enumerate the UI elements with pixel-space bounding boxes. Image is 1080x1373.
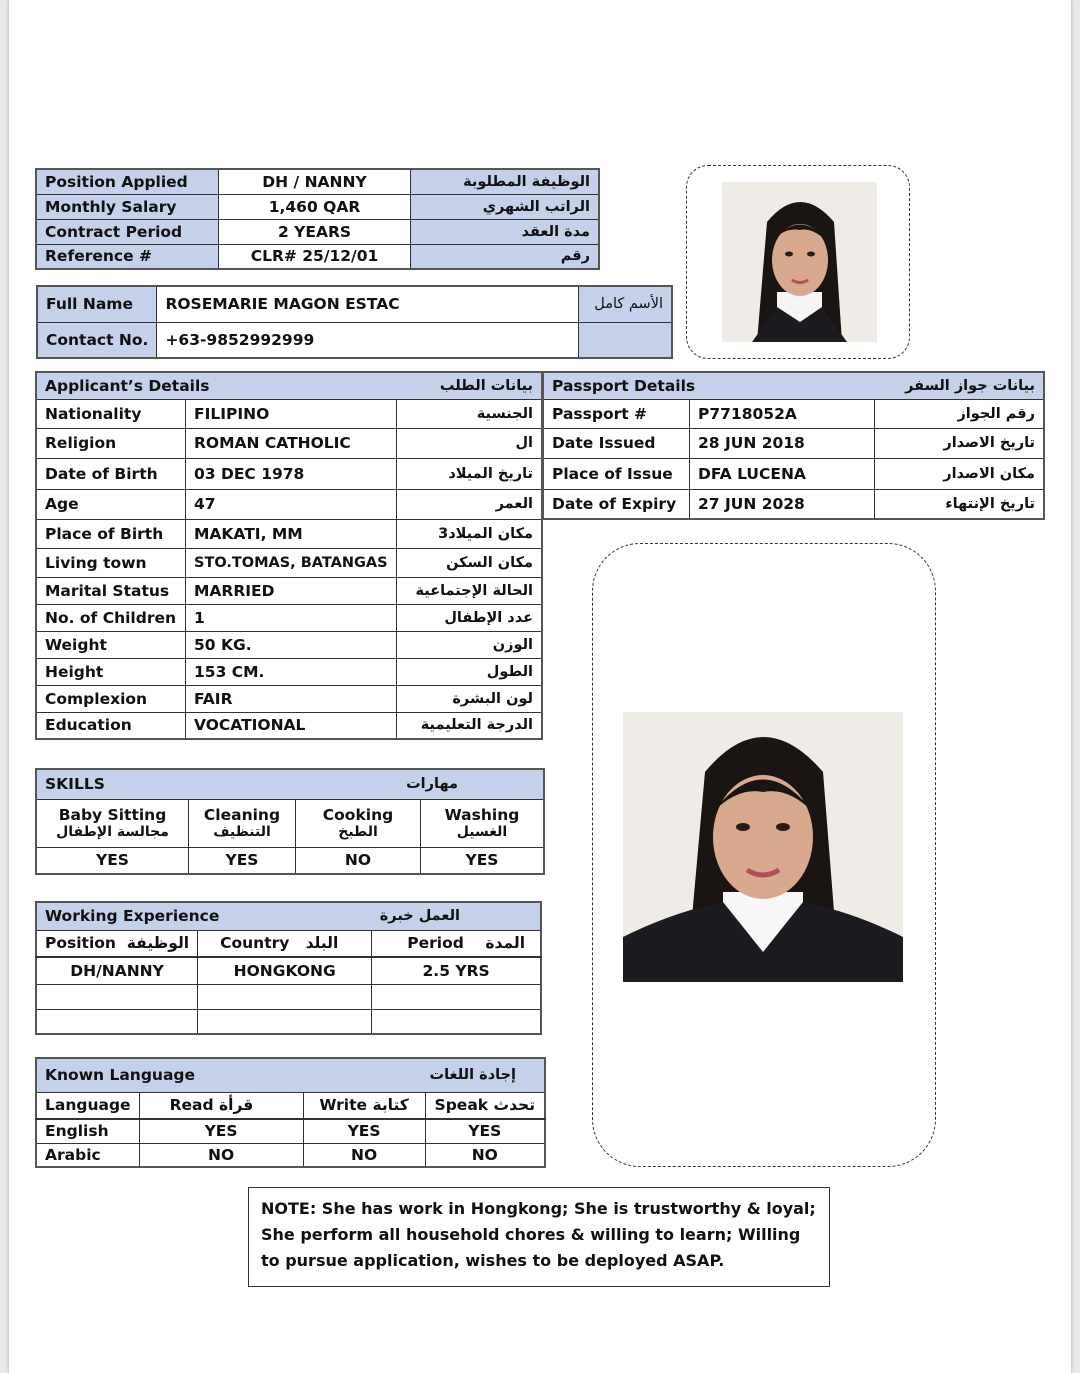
marital-status-value: MARRIED	[186, 577, 397, 604]
position-label: Position Applied	[36, 169, 219, 194]
place-issue-value: DFA LUCENA	[690, 458, 875, 489]
skills-title: SKILLS	[36, 769, 296, 799]
known-language-table	[35, 1057, 546, 1168]
exp-row-position: DH/NANNY	[36, 957, 198, 984]
applicant-title-ar: بيانات الطلب	[396, 372, 542, 399]
exp-empty-cell	[372, 984, 541, 1009]
exp-row-country: HONGKONG	[198, 957, 372, 984]
place-issue-ar: مكان الاصدار	[875, 458, 1045, 489]
reference-label: Reference #	[36, 244, 219, 269]
date-issued-ar: تاريخ الاصدار	[875, 428, 1045, 458]
pob-ar: مكان الميلاد3	[396, 519, 542, 548]
skill-cooking: Cooking الطبخ	[296, 799, 421, 847]
position-value: DH / NANNY	[219, 169, 411, 194]
skill-baby-sitting-value: YES	[36, 847, 189, 874]
living-town-ar: مكان السكن	[396, 548, 542, 577]
skill-washing: Washing الغسيل	[421, 799, 545, 847]
contract-label-ar: مدة العقد	[411, 219, 600, 244]
full-name-label: Full Name	[37, 286, 157, 322]
pob-label: Place of Birth	[36, 519, 186, 548]
complexion-ar: لون البشرة	[396, 685, 542, 712]
religion-value: ROMAN CATHOLIC	[186, 428, 397, 458]
skills-table	[35, 768, 545, 875]
weight-value: 50 KG.	[186, 631, 397, 658]
complexion-label: Complexion	[36, 685, 186, 712]
reference-value: CLR# 25/12/01	[219, 244, 411, 269]
dob-ar: تاريخ الميلاد	[396, 458, 542, 489]
date-expiry-label: Date of Expiry	[543, 489, 690, 519]
lang-arabic-speak: NO	[425, 1143, 545, 1167]
salary-label: Monthly Salary	[36, 194, 219, 219]
religion-label: Religion	[36, 428, 186, 458]
marital-status-ar: الحالة الإجتماعية	[396, 577, 542, 604]
passport-number-ar: رقم الجواز	[875, 399, 1045, 428]
religion-ar: ال	[396, 428, 542, 458]
lang-english: English	[36, 1119, 139, 1143]
skill-cleaning: Cleaning التنظيف	[189, 799, 296, 847]
lang-english-write: YES	[303, 1119, 425, 1143]
exp-row-period: 2.5 YRS	[372, 957, 541, 984]
position-label-ar: الوظيفة المطلوبة	[411, 169, 600, 194]
salary-label-ar: الراتب الشهري	[411, 194, 600, 219]
lang-arabic-write: NO	[303, 1143, 425, 1167]
contact-value: +63-9852992999	[157, 322, 579, 358]
exp-header-country: Country البلد	[198, 930, 372, 957]
lang-english-read: YES	[139, 1119, 303, 1143]
dob-label: Date of Birth	[36, 458, 186, 489]
skill-cleaning-value: YES	[189, 847, 296, 874]
exp-header-period: Period المدة	[372, 930, 541, 957]
education-label: Education	[36, 712, 186, 739]
position-info-table	[35, 168, 600, 270]
lang-english-speak: YES	[425, 1119, 545, 1143]
place-issue-label: Place of Issue	[543, 458, 690, 489]
date-issued-value: 28 JUN 2018	[690, 428, 875, 458]
height-ar: الطول	[396, 658, 542, 685]
nationality-label: Nationality	[36, 399, 186, 428]
applicant-details-table	[35, 371, 543, 740]
age-label: Age	[36, 489, 186, 519]
applicant-photo-large	[623, 712, 903, 982]
date-issued-label: Date Issued	[543, 428, 690, 458]
exp-empty-cell	[198, 984, 372, 1009]
name-contact-table	[36, 285, 673, 359]
living-town-label: Living town	[36, 548, 186, 577]
language-title: Known Language	[36, 1058, 303, 1092]
weight-ar: الوزن	[396, 631, 542, 658]
contact-label: Contact No.	[37, 322, 157, 358]
experience-title-ar: العمل خبرة	[372, 902, 541, 930]
lang-arabic: Arabic	[36, 1143, 139, 1167]
note-box: NOTE: She has work in Hongkong; She is trustworthy & loyal; She perform all household chores & willing to learn; Willing to pursue application, wishes to be deployed ASAP.	[248, 1187, 830, 1287]
contact-empty-cell	[579, 322, 672, 358]
skill-cooking-value: NO	[296, 847, 421, 874]
living-town-value: STO.TOMAS, BATANGAS	[186, 548, 397, 577]
exp-empty-cell	[36, 1009, 198, 1034]
lang-header-speak: Speak تحدث	[425, 1092, 545, 1119]
passport-details-table	[542, 371, 1045, 520]
nationality-ar: الجنسية	[396, 399, 542, 428]
skills-title-ar: مهارات	[296, 769, 545, 799]
exp-empty-cell	[36, 984, 198, 1009]
working-experience-table	[35, 901, 542, 1035]
exp-empty-cell	[372, 1009, 541, 1034]
full-name-label-ar: الأسم كامل	[579, 286, 672, 322]
lang-arabic-read: NO	[139, 1143, 303, 1167]
date-expiry-value: 27 JUN 2028	[690, 489, 875, 519]
complexion-value: FAIR	[186, 685, 397, 712]
exp-empty-cell	[198, 1009, 372, 1034]
exp-header-position: Position الوظيفة	[36, 930, 198, 957]
salary-value: 1,460 QAR	[219, 194, 411, 219]
nationality-value: FILIPINO	[186, 399, 397, 428]
education-ar: الدرجة التعليمية	[396, 712, 542, 739]
height-label: Height	[36, 658, 186, 685]
full-name-value: ROSEMARIE MAGON ESTAC	[157, 286, 579, 322]
experience-title: Working Experience	[36, 902, 372, 930]
skill-baby-sitting: Baby Sitting مجالسة الإطفال	[36, 799, 189, 847]
marital-status-label: Marital Status	[36, 577, 186, 604]
passport-number-label: Passport #	[543, 399, 690, 428]
age-ar: العمر	[396, 489, 542, 519]
weight-label: Weight	[36, 631, 186, 658]
age-value: 47	[186, 489, 397, 519]
applicant-photo-small	[722, 182, 877, 342]
date-expiry-ar: تاريخ الإنتهاء	[875, 489, 1045, 519]
dob-value: 03 DEC 1978	[186, 458, 397, 489]
reference-label-ar: رقم	[411, 244, 600, 269]
contract-label: Contract Period	[36, 219, 219, 244]
lang-header-read: Read قرأة	[139, 1092, 303, 1119]
skill-washing-value: YES	[421, 847, 545, 874]
contract-value: 2 YEARS	[219, 219, 411, 244]
children-label: No. of Children	[36, 604, 186, 631]
height-value: 153 CM.	[186, 658, 397, 685]
language-title-ar: إجادة اللغات	[303, 1058, 545, 1092]
children-value: 1	[186, 604, 397, 631]
education-value: VOCATIONAL	[186, 712, 397, 739]
applicant-title: Applicant’s Details	[36, 372, 396, 399]
passport-number-value: P7718052A	[690, 399, 875, 428]
passport-title: Passport Details	[543, 372, 875, 399]
passport-title-ar: بيانات جواز السفر	[875, 372, 1045, 399]
lang-header-language: Language	[36, 1092, 139, 1119]
pob-value: MAKATI, MM	[186, 519, 397, 548]
lang-header-write: Write كتابة	[303, 1092, 425, 1119]
children-ar: عدد الإطفال	[396, 604, 542, 631]
